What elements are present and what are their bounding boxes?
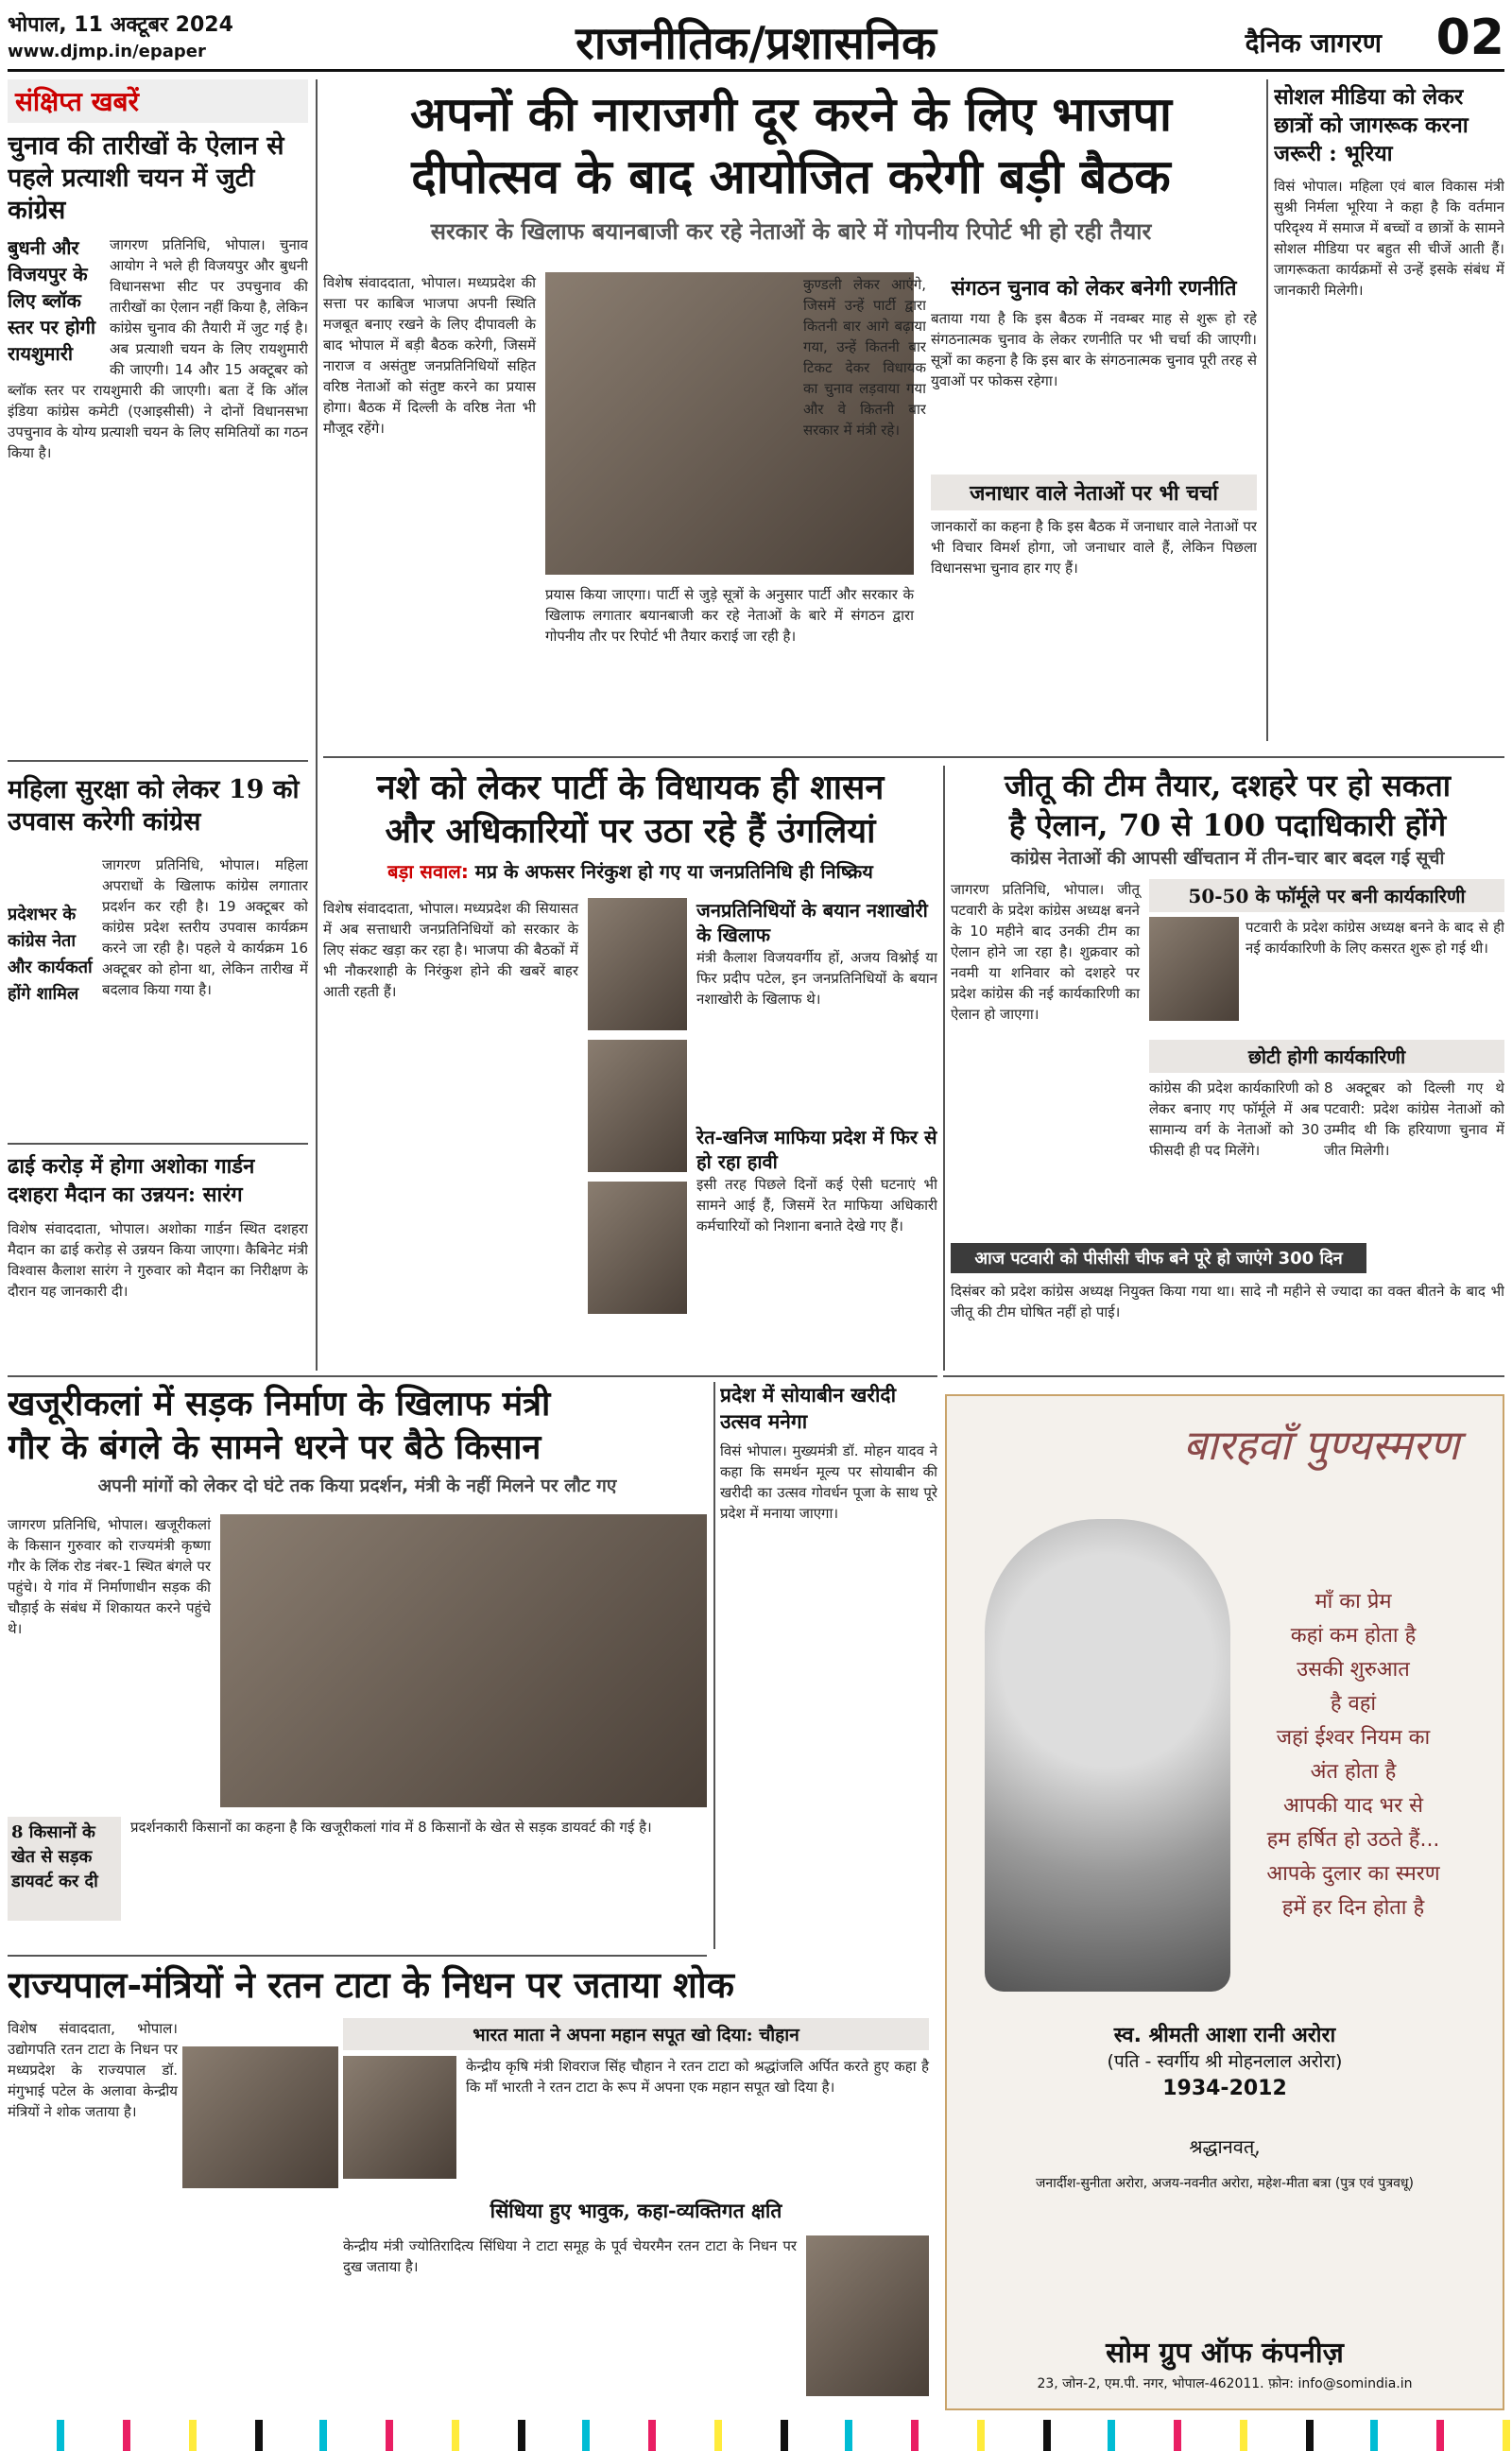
memorial-sub: (पति - स्वर्गीय श्री मोहनलाल अरोरा) [1107, 2051, 1343, 2072]
memorial-title: बारहवाँ पुण्यस्मरण [1183, 1422, 1460, 1470]
lead-body-3: कुण्डली लेकर आएंगे, जिसमें उन्हें पार्टी द्वारा कितनी बार आगे बढ़ाया गया, उन्हें कितनी बार टिकट देकर विधायक का चुनाव लड़वाया गया और वे कितनी बार सरकार में मंत्री रहे। [803, 276, 926, 439]
brief1-headline[interactable]: चुनाव की तारीखों के ऐलान से पहले प्रत्याशी चयन में जुटी कांग्रेस [8, 131, 284, 225]
tata-sub2: सिंधिया हुए भावुक, कहा-व्यक्तिगत क्षति [490, 2199, 782, 2222]
governor-photo [182, 2046, 338, 2188]
leader-photo-1 [588, 898, 687, 1030]
briefs-column [8, 79, 308, 1371]
memorial-grief: श्रद्धानवत्, [1189, 2135, 1261, 2158]
kisan-body: जागरण प्रतिनिधि, भोपाल। खजूरीकलां के किसान गुरुवार को राज्यमंत्री कृष्णा गौर के लिंक रोड नंबर-1 स्थित बंगले पर पहुंचे। ये गांव में निर्माणाधीन सड़क की चौड़ाई के संबंध में शिकायत करने पहुंचे थे। [8, 1516, 211, 1637]
color-registration-strip [0, 2420, 1512, 2451]
protest-photo [220, 1514, 707, 1807]
lead-body-1: विशेष संवाददाता, भोपाल। मध्यप्रदेश की सत्ता पर काबिज भाजपा अपनी स्थिति मजबूत बनाए रखने के लिए दीपावली के बाद भोपाल में बड़ी बैठक करेगी, जिसमें नाराज व असंतुष्ट जनप्रतिनिधियों सहित वरिष्ठ नेताओं को संतुष्ट करने का प्रयास होगा। बैठक में दिल्ली के वरिष्ठ नेता भी मौजूद रहेंगे। [323, 274, 536, 437]
leader-photo-3 [588, 1182, 687, 1314]
section-title: राजनीतिक/प्रशासनिक [576, 17, 936, 70]
lead-sub2: जनाधार वाले नेताओं पर भी चर्चा [931, 475, 1257, 510]
nasha-sub2: रेत-खनिज माफिया प्रदेश में फिर से हो रहा हावी [696, 1126, 937, 1173]
memorial-portrait [985, 1519, 1230, 1992]
lead-sub-col [931, 274, 1257, 747]
bhuria-story [1274, 83, 1504, 745]
tata-story [8, 1961, 937, 2415]
tata-sub1: भारत माता ने अपना महान सपूत खो दिया: चौहान [343, 2018, 929, 2050]
tata-sub2-body: केन्द्रीय मंत्री ज्योतिरादित्य सिंधिया ने टाटा समूह के पूर्व चेयरमैन रतन टाटा के निधन पर दुख जताया है। [343, 2237, 797, 2275]
lead-sub1-body: बताया गया है कि इस बैठक में नवम्बर माह से शुरू हो रहे संगठनात्मक चुनाव के लेकर रणनीति पर भी चर्चा की जाएगी। सूत्रों का कहना है कि इस बार के संगठनात्मक चुनाव पूरी तरह से युवाओं पर फोकस रहेगा। [931, 310, 1257, 389]
brief2-headline[interactable]: महिला सुरक्षा को लेकर 19 को उपवास करेगी कांग्रेस [8, 775, 300, 837]
kisan-deck: अपनी मांगों को लेकर दो घंटे तक किया प्रदर्शन, मंत्री के नहीं मिलने पर लौट गए [97, 1476, 617, 1496]
brief1-body: जागरण प्रतिनिधि, भोपाल। चुनाव आयोग ने भले ही विजयपुर और बुधनी विधानसभा सीट पर उपचुनाव की तारीखों का ऐलान नहीं किया है, लेकिन कांग्रेस चुनाव की तैयारी में जुट गई है। अब प्रत्याशी चयन के लिए रायशुमारी की जाएगी। 14 और 15 अक्टूबर को ब्लॉक स्तर पर रायशुमारी की जाएगी। बता दें कि ऑल इंडिया कांग्रेस कमेटी (एआइसीसी) ने दोनों विधानसभा उपचुनाव के योग्य प्रत्याशी चयन के लिए समितियों का गठन किया है। [8, 236, 308, 461]
jitu-headline-2[interactable]: है ऐलान, 70 से 100 पदाधिकारी होंगे [1008, 807, 1447, 843]
jitu-box1-body: पटवारी के प्रदेश कांग्रेस अध्यक्ष बनने के बाद से ही नई कार्यकारिणी के लिए कसरत शुरू हो गई थी। [1246, 919, 1504, 957]
jitu-box2: छोटी होगी कार्यकारिणी [1149, 1040, 1504, 1073]
tata-sub1-body: केन्द्रीय कृषि मंत्री शिवराज सिंह चौहान ने रतन टाटा को श्रद्धांजलि अर्पित करते हुए कहा है कि माँ भारती ने रतन टाटा के रूप में अपना एक महान सपूत खो दिया है। [466, 2058, 929, 2096]
soyabean-body: विसं भोपाल। मुख्यमंत्री डॉ. मोहन यादव ने कहा कि समर्थन मूल्य पर सोयाबीन की खरीदी का उत्सव गोवर्धन पूजा के साथ पूरे प्रदेश में मनाया जाएगा। [720, 1442, 937, 1522]
memorial-name: स्व. श्रीमती आशा रानी अरोरा [1113, 2024, 1336, 2047]
jitu-photo [1149, 917, 1239, 1021]
bhuria-headline[interactable]: सोशल मीडिया को लेकर छात्रों को जागरूक करना जरूरी : भूरिया [1274, 84, 1469, 166]
lead-headline-1[interactable]: अपनों की नाराजगी दूर करने के लिए भाजपा [410, 86, 1172, 142]
nasha-headline-2[interactable]: और अधिकारियों पर उठा रहे हैं उंगलियां [385, 811, 876, 851]
jitu-headline-1[interactable]: जीतू की टीम तैयार, दशहरे पर हो सकता [1004, 768, 1452, 803]
tata-headline[interactable]: राज्यपाल-मंत्रियों ने रतन टाटा के निधन पर जताया शोक [8, 1963, 734, 2006]
jitu-aside: 8 अक्टूबर को दिल्ली गए थे पटवारी: प्रदेश कांग्रेस नेताओं को उम्मीद थी कि हरियाणा चुनाव में जीत मिलेगी। [1324, 1079, 1504, 1159]
nasha-headline-1[interactable]: नशे को लेकर पार्टी के विधायक ही शासन [376, 768, 885, 807]
jitu-box1: 50-50 के फॉर्मूले पर बनी कार्यकारिणी [1188, 885, 1466, 907]
masthead [8, 8, 1504, 72]
nasha-sub1: जनप्रतिनिधियों के बयान नशाखोरी के खिलाफ [696, 899, 928, 946]
lead-sub2-body: जानकारों का कहना है कि इस बैठक में जनाधार वाले नेताओं पर भी विचार विमर्श होगा, जो जनाधार वाले हैं, लेकिन पिछला विधानसभा चुनाव हार गए हैं। [931, 518, 1257, 577]
nasha-body: विशेष संवाददाता, भोपाल। मध्यप्रदेश की सियासत में अब सत्ताधारी जनप्रतिनिधियों को सरकार के लिए संकट खड़ा कर रहा है। भाजपा की बैठकों में भी नौकरशाही के निरंकुश होने की खबरें बाहर आती रहती हैं। [323, 900, 578, 1000]
nasha-deck: मप्र के अफसर निरंकुश हो गए या जनप्रतिनिधि ही निष्क्रिय [474, 860, 873, 883]
memorial-company: सोम ग्रुप ऑफ कंपनीज़ [1106, 2337, 1344, 2370]
jitu-body: जागरण प्रतिनिधि, भोपाल। जीतू पटवारी के प्रदेश कांग्रेस अध्यक्ष बनने के 10 महीने बाद उनकी टीम का ऐलान होने जा रहा है। शुक्रवार को नवमी या शनिवार को दशहरे पर प्रदेश कांग्रेस की नई कार्यकारिणी का ऐलान हो जाएगा। [951, 881, 1140, 1023]
lead-headline-2[interactable]: दीपोत्सव के बाद आयोजित करेगी बड़ी बैठक [411, 148, 1171, 204]
page-number: 02 [1435, 9, 1504, 66]
memorial-years: 1934-2012 [1162, 2077, 1287, 2100]
tata-body: विशेष संवाददाता, भोपाल। उद्योगपति रतन टाटा के निधन पर मध्यप्रदेश के राज्यपाल डॉ. मंगुभाई पटेल के अलावा केन्द्रीय मंत्रियों ने शोक जताया है। [8, 2020, 178, 2120]
kisan-side-body: प्रदर्शनकारी किसानों का कहना है कि खजूरीकलां गांव में 8 किसानों के खेत से सड़क डायवर्ट की गई है। [130, 1819, 652, 1836]
chouhan-photo [343, 2056, 456, 2179]
jitu-box2-body: कांग्रेस की प्रदेश कार्यकारिणी को लेकर बनाए गए फॉर्मूले में अब सामान्य वर्ग के नेताओं को 30 फीसदी ही पद मिलेंगे। [1149, 1079, 1319, 1159]
nasha-kicker: बड़ा सवाल: [387, 860, 469, 883]
memorial-ad [945, 1394, 1504, 2410]
nasha-story [323, 766, 937, 1371]
nasha-sub2-body: इसी तरह पिछले दिनों कई ऐसी घटनाएं भी सामने आई हैं, जिसमें रेत माफिया अधिकारी कर्मचारियों को निशाना बनाते देखे गए हैं। [696, 1176, 937, 1234]
memorial-poem: माँ का प्रेम कहां कम होता है उसकी शुरुआत है वहां जहां ईश्वर नियम का अंत होता है आपकी याद भर से हम हर्षित हो उठते हैं... आपके दुलार का स्मरण हमें हर दिन होता है [1266, 1590, 1440, 1920]
brief1-side: बुधनी और विजयपुर के लिए ब्लॉक स्तर पर होगी रायशुमारी [8, 236, 96, 365]
memorial-address: 23, जोन-2, एम.पी. नगर, भोपाल-462011. फ़ोन: info@somindia.in [1037, 2376, 1413, 2391]
scindia-photo [806, 2235, 929, 2396]
paper-name: दैनिक जागरण [1245, 27, 1382, 59]
brief3-headline[interactable]: ढाई करोड़ में होगा अशोका गार्डन दशहरा मैदान का उन्नयन: सारंग [8, 1154, 255, 1207]
jitu-deck: कांग्रेस नेताओं की आपसी खींचतान में तीन-चार बार बदल गई सूची [1010, 848, 1445, 869]
jitu-band: आज पटवारी को पीसीसी चीफ बने पूरे हो जाएंगे 300 दिन [951, 1243, 1366, 1273]
brief3-body: विशेष संवाददाता, भोपाल। अशोका गार्डन स्थित दशहरा मैदान का ढाई करोड़ से उन्नयन किया जाएगा। कैबिनेट मंत्री विश्वास कैलाश सारंग ने गुरुवार को मैदान का निरीक्षण के दौरान यह जानकारी दी। [8, 1220, 308, 1300]
soyabean-story [720, 1382, 937, 1949]
lead-body-2: प्रयास किया जाएगा। पार्टी से जुड़े सूत्रों के अनुसार पार्टी और सरकार के खिलाफ लगातार बयानबाजी कर रहे नेताओं के बारे में संगठन द्वारा गोपनीय तौर पर रिपोर्ट भी तैयार कराई जा रही है। [545, 586, 914, 645]
brief2-side: प्रदेशभर के कांग्रेस नेता और कार्यकर्ता होंगे शामिल [8, 905, 93, 1004]
jitu-story [951, 766, 1504, 1371]
memorial-family: जनार्दीश-सुनीता अरोरा, अजय-नवनीत अरोरा, महेश-मीता बत्रा (पुत्र एवं पुत्रवधू) [1036, 2176, 1414, 2191]
bhuria-body: विसं भोपाल। महिला एवं बाल विकास मंत्री सुश्री निर्मला भूरिया ने कहा है कि वर्तमान परिदृश्य में समाज में बच्चों व छात्रों के सामने सोशल मीडिया पर बहुत सी चीजें आती हैं। जागरूकता कार्यक्रमों से उन्हें इसके संबंध में जानकारी मिलेगी। [1274, 178, 1504, 299]
nasha-sub1-body: मंत्री कैलाश विजयवर्गीय हों, अजय विश्नोई या फिर प्रदीप पटेल, इन जनप्रतिनिधियों के बयान नशाखोरी के खिलाफ थे। [696, 949, 937, 1008]
lead-deck: सरकार के खिलाफ बयानबाजी कर रहे नेताओं के बारे में गोपनीय रिपोर्ट भी हो रही तैयार [430, 218, 1152, 245]
lead-sub1: संगठन चुनाव को लेकर बनेगी रणनीति [951, 276, 1237, 301]
kisan-story [8, 1382, 707, 1949]
kisan-headline-2[interactable]: गौर के बंगले के सामने धरने पर बैठे किसान [8, 1427, 541, 1467]
date-line: भोपाल, 11 अक्टूबर 2024 [8, 13, 233, 37]
kisan-side: 8 किसानों के खेत से सड़क डायवर्ट कर दी [8, 1817, 121, 1921]
site-url[interactable]: www.djmp.in/epaper [8, 42, 206, 61]
leader-photo-2 [588, 1040, 687, 1172]
lead-body-3-col [803, 274, 926, 747]
jitu-band-body: दिसंबर को प्रदेश कांग्रेस अध्यक्ष नियुक्त किया गया था। सादे नौ महीने से ज्यादा का वक्त बीतने के बाद भी जीतू की टीम घोषित नहीं हो पाई। [951, 1283, 1504, 1320]
briefs-tag: संक्षिप्त खबरें [8, 79, 308, 123]
soyabean-headline[interactable]: प्रदेश में सोयाबीन खरीदी उत्सव मनेगा [720, 1383, 897, 1433]
brief2-body: जागरण प्रतिनिधि, भोपाल। महिला अपराधों के खिलाफ कांग्रेस लगातार प्रदर्शन कर रही है। 19 अक्टूबर को कांग्रेस प्रदेश स्तरीय उपवास कार्यक्रम करने जा रही है। पहले ये कार्यक्रम 16 अक्टूबर को होना था, लेकिन तारीख में बदलाव किया गया है। [102, 856, 308, 998]
kisan-headline-1[interactable]: खजूरीकलां में सड़क निर्माण के खिलाफ मंत्री [8, 1384, 551, 1424]
